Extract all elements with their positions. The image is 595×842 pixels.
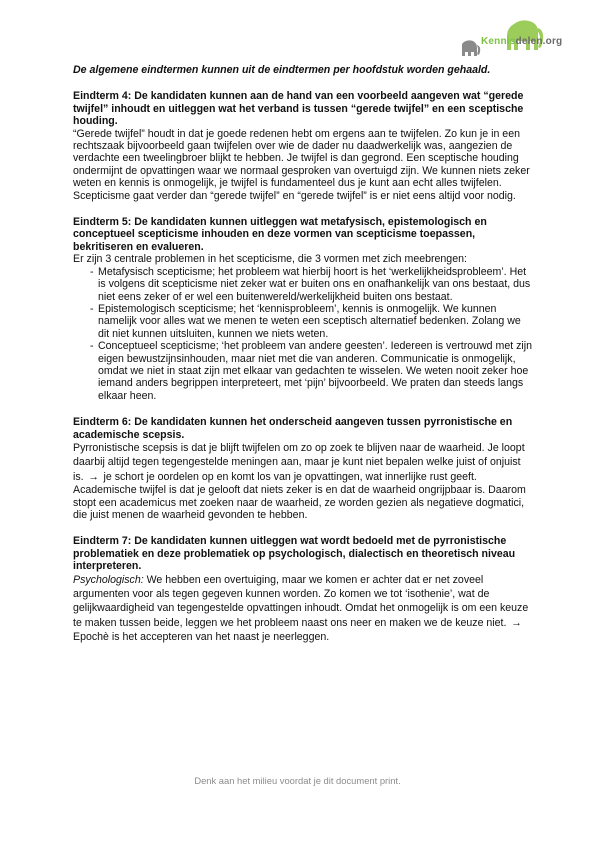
logo-text-tld: .org xyxy=(542,36,563,47)
logo-text-kennis: Kennis xyxy=(481,36,516,47)
list-item xyxy=(73,266,533,303)
list-item xyxy=(73,303,533,340)
section-eindterm-6 xyxy=(73,416,533,521)
dash-bullet: - xyxy=(90,265,94,278)
eindterm-5-lead: Er zijn 3 centrale problemen in het scepticisme, die 3 vormen met zich meebrengen: xyxy=(73,253,467,266)
list-item-text: Metafysisch scepticisme; het probleem wat hierbij hoort is het ‘werkelijkheidsprobleem’. Het is volgens dit scepticisme niet zeker wat er buiten ons en onafhankelijk van ons bestaat, dus niet eens zeker of er wel een buitenwereld/werkelijkheid buiten ons bestaat. xyxy=(98,265,531,303)
eindterm-6-heading: Eindterm 6: De kandidaten kunnen het onderscheid aangeven tussen pyrronistische en academische scepsis. xyxy=(73,416,513,441)
intro-text: De algemene eindtermen kunnen uit de eindtermen per hoofdstuk worden gehaald. xyxy=(73,64,491,76)
logo-text-delen: delen xyxy=(515,36,543,47)
document-body xyxy=(73,64,533,659)
psychological-text: We hebben een overtuiging, maar we komen er achter dat er net zoveel argumenten voor als tegen gegeven kunnen worden. Zo komen we tot ‘isothenie’, wat de gelijkwaardigheid van tegengestelde opvattingen inhoudt. Omdat het onmogelijk is om een keuze te maken tussen beide, leggen we het probleem naast ons neer en maken we de keuze niet. xyxy=(73,573,529,629)
arrow-right-icon: → xyxy=(88,470,99,483)
section-eindterm-7 xyxy=(73,535,533,644)
epoche-text: Epochè is het accepteren van het naast je neerleggen. xyxy=(73,631,330,644)
logo-text xyxy=(481,36,562,48)
dash-bullet: - xyxy=(90,302,94,315)
eindterm-4-heading: Eindterm 4: De kandidaten kunnen aan de hand van een voorbeeld aangeven wat “gerede twijfel” inhoudt en uitleggen wat het verband is tussen “gerede twijfel” en een sceptische houding. xyxy=(73,90,524,128)
list-item xyxy=(73,340,533,402)
scepticism-list xyxy=(73,266,533,402)
pyrronistic-text: Pyrronistische scepsis is dat je blijft twijfelen om zo op zoek te blijven naar de waarheid. Je loopt daarbij altijd tegen tegengestelde meningen aan, maar je kunt niet bepalen welke juist of onjuist is. xyxy=(73,441,525,483)
eindterm-4-body: “Gerede twijfel” houdt in dat je goede redenen hebt om ergens aan te twijfelen. Zo kun je in een rechtszaak bijvoorbeeld gaan twijfelen over wie de dader nu daadwerkelijk was, aangezien de verdachte een tweelingbroer blijkt te hebben. Je twijfel is dan gegrond. Een sceptische houding ondermijnt de opvattingen waar we normaal gesproken van overtuigd zijn. We kunnen niets zeker weten en kennis is onmogelijk, je twijfel is fundamenteel dus je kunt aan echt alles twijfelen. Scepticisme gaat verder dan “gerede twijfel” en “gerede twijfel” is er niet eens altijd voor nodig. xyxy=(73,127,530,202)
kennisdelen-logo xyxy=(456,14,578,60)
list-item-text: Conceptueel scepticisme; ‘het probleem van andere geesten’. Iedereen is vertrouwd met zijn eigen bewustzijnsinhouden, maar niet met die van anderen. Communicatie is onmogelijk, omdat we niet in staat zijn met elkaar van gedachten te wisselen. We weten nooit zeker hoe iemand anders begrippen interpreteert, met ‘pijn’ bijvoorbeeld. We praten dan steeds langs elkaar heen. xyxy=(98,340,532,402)
section-eindterm-4 xyxy=(73,90,533,202)
eindterm-7-paragraph xyxy=(73,573,533,645)
eindterm-7-heading: Eindterm 7: De kandidaten kunnen uitleggen wat wordt bedoeld met de pyrronistische problematiek en deze problematiek op psychologisch, dialectisch en theoretisch niveau interpreteren. xyxy=(73,535,516,573)
list-item-text: Epistemologisch scepticisme; het ‘kennisprobleem’, kennis is onmogelijk. We kunnen namelijk voor alles wat we menen te weten een sceptisch alternatief bedenken. Zolang we dit niet kunnen uitsluiten, kunnen we niets weten. xyxy=(98,302,521,340)
eindterm-6-paragraph-1 xyxy=(73,441,533,484)
eindterm-5-heading: Eindterm 5: De kandidaten kunnen uitleggen wat metafysisch, epistemologisch en conceptueel scepticisme inhouden en deze vormen van scepticisme toepassen, bekritiseren en evalueren. xyxy=(73,216,487,253)
page-footer: Denk aan het milieu voordat je dit document print. xyxy=(194,775,401,786)
pyrronistic-conclusion: je schort je oordelen op en komt los van je opvattingen, wat innerlijke rust geeft. xyxy=(103,470,477,483)
section-eindterm-5 xyxy=(73,216,533,402)
dash-bullet: - xyxy=(90,340,94,353)
psychological-label: Psychologisch: xyxy=(73,573,144,586)
eindterm-6-paragraph-2: Academische twijfel is dat je gelooft dat niets zeker is en dat de waarheid ongrijpbaar is. Daarom stopt een academicus met zoeken naar de waarheid, ze worden gezien als negatieve dogmatici, die juist menen de waarheid gevonden te hebben. xyxy=(73,484,526,521)
arrow-right-icon: → xyxy=(511,616,522,629)
